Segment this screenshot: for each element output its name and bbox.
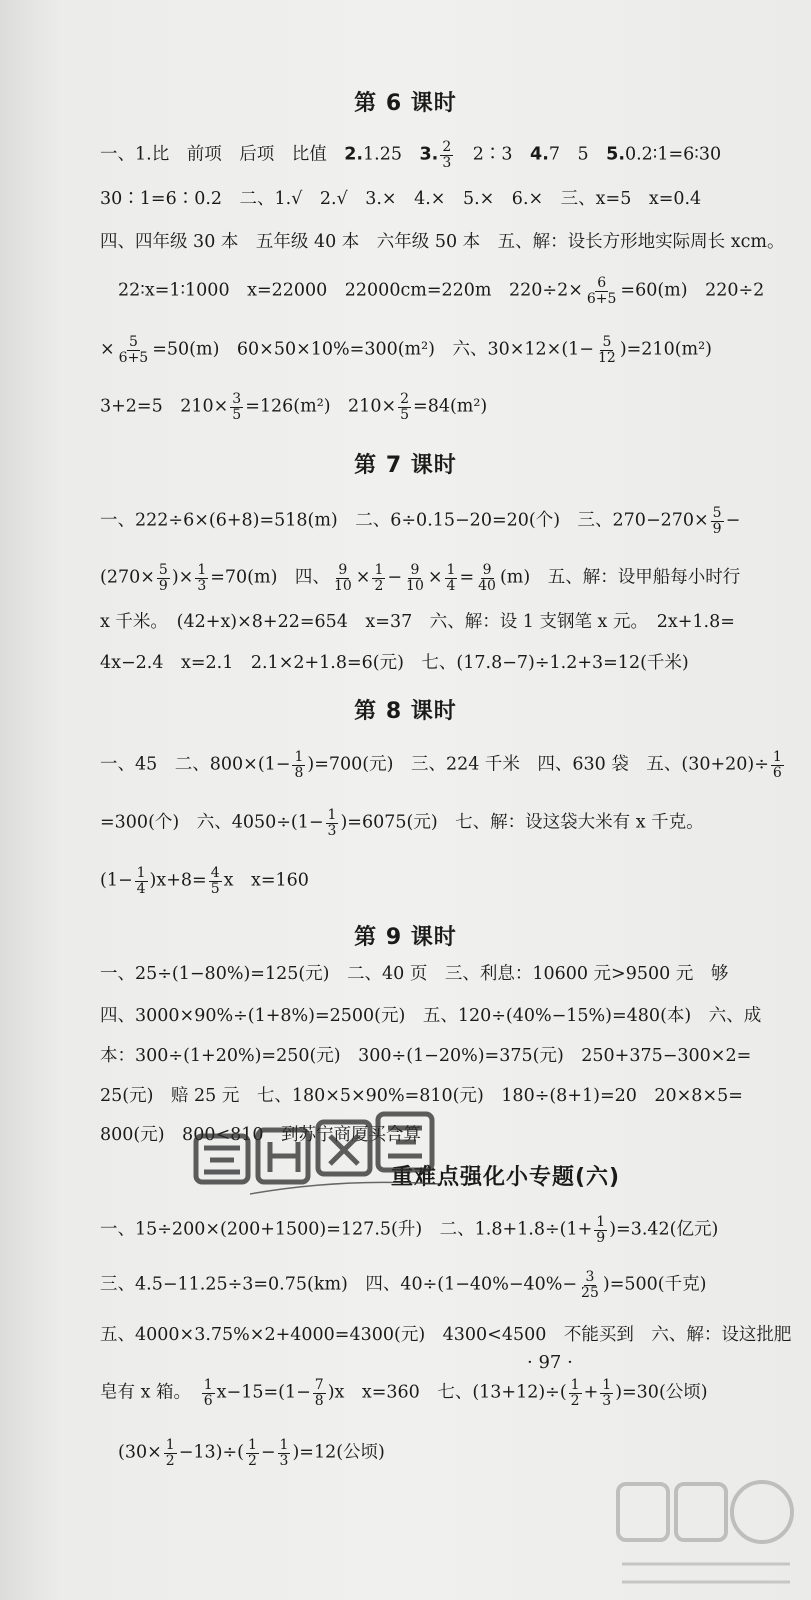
logo-glyph-3-strokes (330, 1136, 358, 1164)
lesson-6-line-3: 四、四年级 30 本 五年级 40 本 六年级 50 本 五、解：设长方形地实际周长 xcm。 (100, 232, 785, 252)
fraction: $\frac{5}{12}$ (597, 334, 616, 366)
lesson-7-line-2: (270× $\frac{5}{9}$ )× $\frac{1}{3}$ =70(m) 四、 $\frac{9}{10}$ × $\frac{1}{2}$ − $\frac{9}{10}$ × $\frac{1}{4}$ = $\frac{9}{40}$ (m) 五、解：设甲船每小时行 (100, 562, 741, 594)
fraction: $\frac{1}{2}$ (374, 562, 384, 594)
lesson-8-line-3: (1− $\frac{1}{4}$ )x+8= $\frac{4}{5}$ x x=160 (100, 865, 309, 897)
fraction: $\frac{7}{8}$ (314, 1377, 324, 1409)
fraction: $\frac{9}{10}$ (406, 562, 424, 594)
fraction: $\frac{9}{40}$ (478, 562, 496, 594)
lesson-7-line-3: x 千米。 (42+x)×8+22=654 x=37 六、解：设 1 支钢笔 x 元。 2x+1.8= (100, 612, 735, 632)
watermark-corner-logo (610, 1472, 805, 1592)
lesson-9-heading: 第 9 课时 (354, 925, 457, 950)
fraction: $\frac{4}{5}$ (210, 865, 220, 897)
fraction: $\frac{5}{9}$ (158, 562, 168, 594)
lesson-9-line-1: 一、25÷(1−80%)=125(元) 二、40 页 三、利息：10600 元>9500 元 够 (100, 964, 729, 984)
lesson-7-heading: 第 7 课时 (354, 453, 457, 478)
fraction: $\frac{2}{3}$ (442, 139, 452, 171)
fraction: $\frac{1}{2}$ (247, 1437, 257, 1469)
lesson-6-line-2: 30∶1=6∶0.2 二、1.√ 2.√ 3.× 4.× 5.× 6.× 三、x=5 x=0.4 (100, 189, 702, 209)
fraction: $\frac{1}{3}$ (279, 1437, 289, 1469)
lesson-6-line-5: × $\frac{5}{6+5}$ =50(m) 60×50×10%=300(m²) 六、30×12×(1− $\frac{5}{12}$ )=210(m²) (100, 334, 712, 366)
lesson-9-line-3: 本：300÷(1+20%)=250(元) 300÷(1−20%)=375(元) 250+375−300×2= (100, 1046, 752, 1066)
lesson-9-line-5: 800(元) 800<810 到苏宁商厦买合算 (100, 1125, 422, 1145)
special-line-4: 皂有 x 箱。 $\frac{1}{6}$ x−15=(1− $\frac{7}{8}$ )x x=360 七、(13+12)÷( $\frac{1}{2}$ + $\frac{1}{3}$ )=30(公顷) (100, 1377, 708, 1409)
logo-glyph-4-strokes (388, 1128, 422, 1156)
fraction: $\frac{3}{25}$ (581, 1269, 599, 1301)
lesson-6-line-6: 3+2=5 210× $\frac{3}{5}$ =126(m²) 210× $\frac{2}{5}$ =84(m²) (100, 391, 488, 423)
lesson-7-line-1: 一、222÷6×(6+8)=518(m) 二、6÷0.15−20=20(个) 三、270−270× $\frac{5}{9}$ − (100, 505, 741, 537)
special-topic-heading: 重难点强化小专题(六) (390, 1165, 621, 1190)
corner-glyph-1 (618, 1484, 668, 1540)
fraction: $\frac{1}{3}$ (197, 562, 207, 594)
lesson-6-line-1: 一、1.比 前项 后项 比值 2.1.25 3. $\frac{2}{3}$ 2∶3 4.7 5 5.0.2∶1=6∶30 (100, 139, 722, 171)
fraction: $\frac{1}{4}$ (136, 865, 146, 897)
fraction: $\frac{5}{9}$ (712, 505, 722, 537)
lesson-6-line-4: 22∶x=1∶1000 x=22000 22000cm=220m 220÷2× $\frac{6}{6+5}$ =60(m) 220÷2 (118, 275, 765, 307)
lesson-8-heading: 第 8 课时 (354, 699, 457, 724)
fraction: $\frac{2}{5}$ (400, 391, 410, 423)
corner-glyph-2 (676, 1484, 726, 1540)
fraction: $\frac{1}{2}$ (165, 1437, 175, 1469)
fraction: $\frac{5}{6+5}$ (118, 334, 149, 366)
page-number: · 97 · (527, 1352, 573, 1373)
lesson-7-line-4: 4x−2.4 x=2.1 2.1×2+1.8=6(元) 七、(17.8−7)÷1.2+3=12(千米) (100, 653, 689, 673)
fraction: $\frac{1}{9}$ (596, 1214, 606, 1246)
special-line-1: 一、15÷200×(200+1500)=127.5(升) 二、1.8+1.8÷(1+ $\frac{1}{9}$ )=3.42(亿元) (100, 1214, 719, 1246)
fraction: $\frac{3}{5}$ (232, 391, 242, 423)
lesson-8-line-2: =300(个) 六、4050÷(1− $\frac{1}{3}$ )=6075(元) 七、解：设这袋大米有 x 千克。 (100, 807, 704, 839)
special-line-5: (30× $\frac{1}{2}$ −13)÷( $\frac{1}{2}$ − $\frac{1}{3}$ )=12(公顷) (118, 1437, 385, 1469)
fraction: $\frac{1}{2}$ (570, 1377, 580, 1409)
fraction: $\frac{1}{6}$ (772, 749, 782, 781)
lesson-8-line-1: 一、45 二、800×(1− $\frac{1}{8}$ )=700(元) 三、224 千米 四、630 袋 五、(30+20)÷ $\frac{1}{6}$ (100, 749, 782, 781)
special-line-2: 三、4.5−11.25÷3=0.75(km) 四、40÷(1−40%−40%− $\frac{3}{25}$ )=500(千克) (100, 1269, 707, 1301)
fraction: $\frac{9}{10}$ (333, 562, 352, 594)
lesson-9-line-2: 四、3000×90%÷(1+8%)=2500(元) 五、120÷(40%−15%)=480(本) 六、成 (100, 1006, 762, 1026)
corner-glyph-3 (732, 1482, 792, 1542)
fraction: $\frac{1}{3}$ (327, 807, 337, 839)
fraction: $\frac{6}{6+5}$ (586, 275, 617, 307)
fraction: $\frac{1}{3}$ (602, 1377, 612, 1409)
special-line-3: 五、4000×3.75%×2+4000=4300(元) 4300<4500 不能买到 六、解：设这批肥 (100, 1325, 792, 1345)
lesson-9-line-4: 25(元) 赔 25 元 七、180×5×90%=810(元) 180÷(8+1)=20 20×8×5= (100, 1086, 743, 1106)
fraction: $\frac{1}{6}$ (203, 1377, 213, 1409)
lesson-6-heading: 第 6 课时 (354, 91, 457, 116)
logo-glyph-1-strokes (204, 1148, 240, 1172)
fraction: $\frac{1}{4}$ (446, 562, 456, 594)
corner-url-strokes (622, 1564, 790, 1582)
fraction: $\frac{1}{8}$ (294, 749, 304, 781)
watermark-logo (190, 1108, 490, 1200)
logo-glyph-2-strokes (270, 1142, 298, 1172)
